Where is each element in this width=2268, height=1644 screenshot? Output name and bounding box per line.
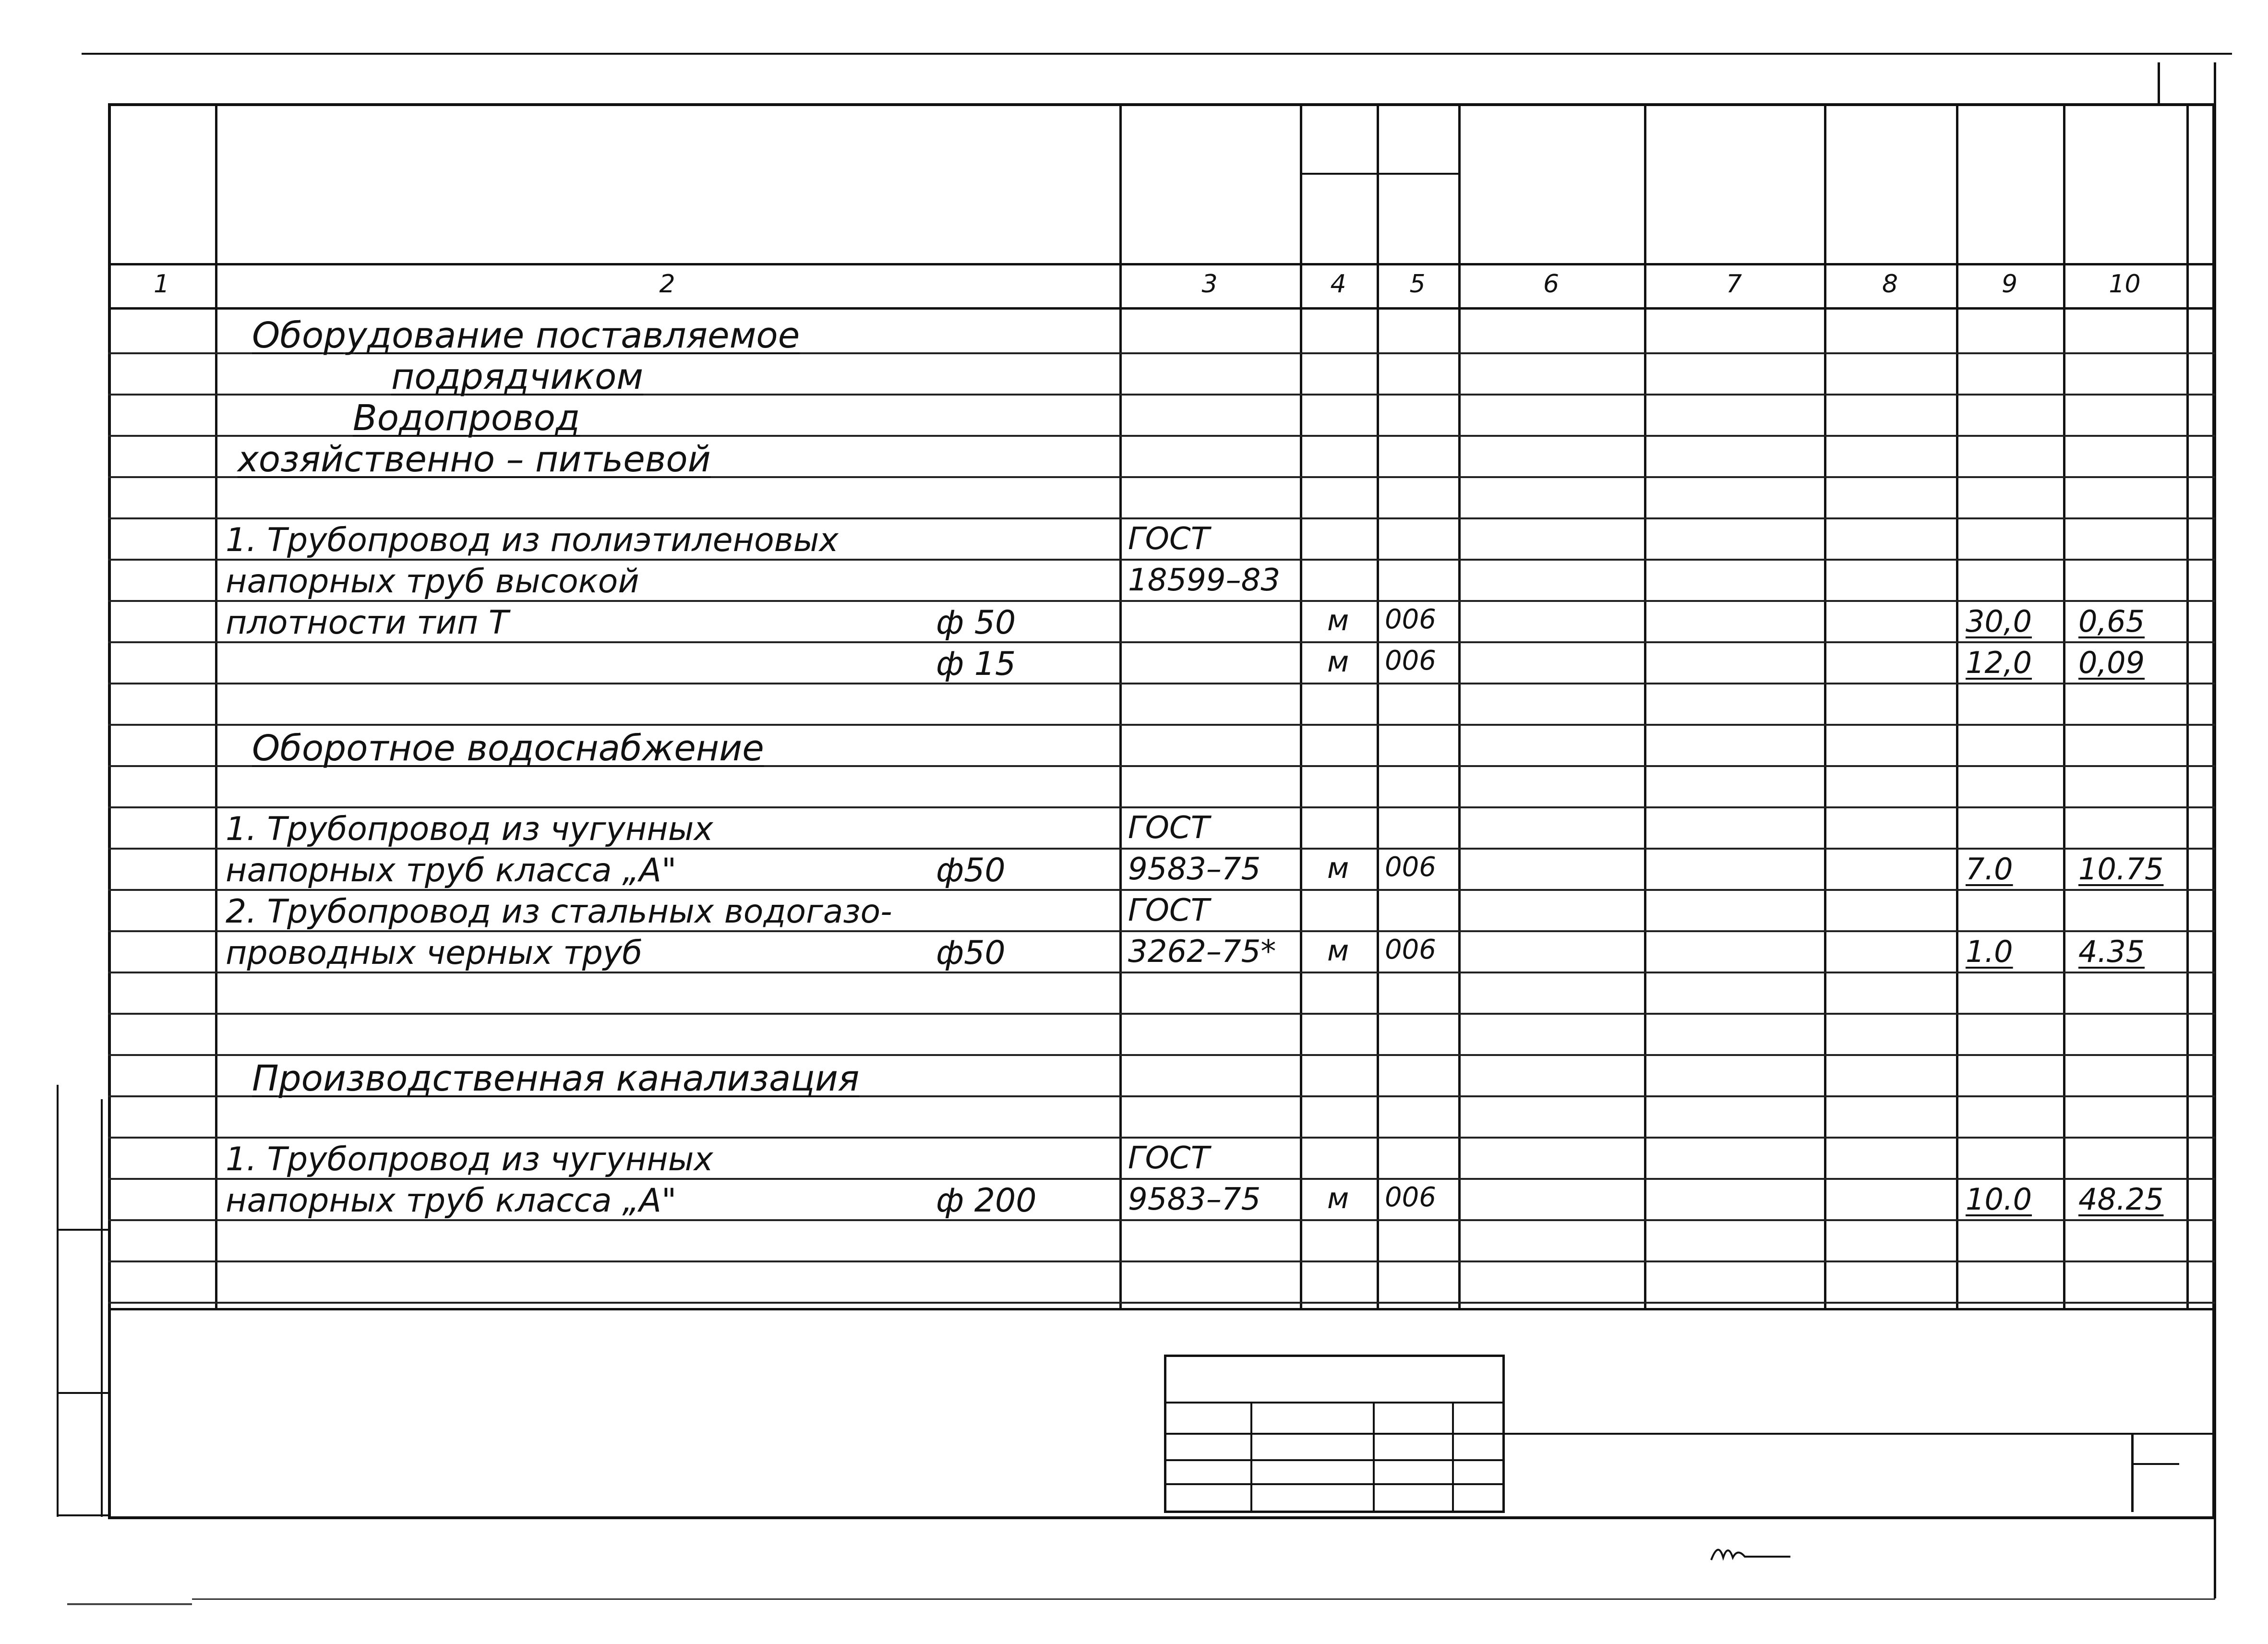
- item-unit: м: [1327, 645, 1349, 679]
- sheet-corner-box: [2158, 62, 2215, 106]
- table-bottom-line: [108, 1308, 2215, 1310]
- item-dimension: ф 15: [936, 645, 1016, 683]
- section-title: Водопровод: [353, 397, 580, 439]
- item-unit: м: [1327, 1182, 1349, 1215]
- section-title: Оборотное водоснабжение: [252, 728, 764, 769]
- item-name: напорных труб класса „А": [226, 1182, 677, 1220]
- stamp-vline-3: [1452, 1402, 1454, 1512]
- item-code: 006: [1385, 852, 1436, 883]
- section-title: Оборудование поставляемое: [252, 315, 800, 356]
- unit-inner-line: [1377, 174, 1379, 1129]
- bottom-rule: [192, 1598, 2215, 1600]
- column-number: 5: [1409, 270, 1426, 299]
- item-unit: м: [1327, 604, 1349, 637]
- stamp-right-line: [1505, 1433, 2215, 1435]
- binding-strip-mark2: [57, 1229, 109, 1231]
- column-number: 9: [2001, 270, 2018, 299]
- column-number: 2: [659, 270, 675, 299]
- row-line: [108, 806, 2215, 808]
- header-bottom-line: [108, 263, 2215, 265]
- item-name: 1. Трубопровод из полиэтиленовых: [226, 521, 839, 559]
- stamp-vline-2: [1373, 1402, 1375, 1512]
- column-number: 1: [153, 270, 170, 299]
- item-type: 18599–83: [1128, 563, 1281, 598]
- row-line: [108, 1302, 2215, 1304]
- right-border: [2214, 62, 2216, 1598]
- column-number: 3: [1201, 270, 1218, 299]
- item-mass: 0,09: [2078, 645, 2145, 680]
- colnum-bottom-line: [108, 307, 2215, 310]
- row-line: [108, 1260, 2215, 1262]
- row-line: [108, 1137, 2215, 1139]
- item-code: 006: [1385, 604, 1436, 635]
- item-type: ГОСТ: [1128, 810, 1210, 846]
- stamp-sheet-split: [2131, 1463, 2179, 1465]
- item-type: 3262–75*: [1128, 934, 1276, 970]
- unit-split-line: [1301, 173, 1459, 175]
- binding-strip-inner: [101, 1099, 103, 1517]
- binding-strip-mark1: [57, 1392, 109, 1394]
- item-quantity: 1.0: [1966, 934, 2013, 969]
- stamp-vline-1: [1250, 1402, 1252, 1512]
- item-name: 1. Трубопровод из чугунных: [226, 1140, 713, 1178]
- item-unit: м: [1327, 934, 1349, 968]
- item-dimension: ф 50: [936, 604, 1016, 642]
- binding-strip-bottom: [57, 1514, 109, 1516]
- row-line: [108, 1054, 2215, 1056]
- item-code: 006: [1385, 645, 1436, 676]
- section-title: Производственная канализация: [252, 1058, 860, 1099]
- item-type: ГОСТ: [1128, 893, 1210, 928]
- item-dimension: ф50: [936, 934, 1006, 972]
- item-mass: 0,65: [2078, 604, 2145, 639]
- item-type: 9583–75: [1128, 1182, 1261, 1217]
- column-number: 4: [1330, 270, 1346, 299]
- item-name: проводных черных труб: [226, 934, 643, 972]
- item-quantity: 10.0: [1966, 1182, 2032, 1217]
- item-dimension: ф50: [936, 852, 1006, 889]
- item-unit: м: [1327, 852, 1349, 885]
- item-mass: 48.25: [2078, 1182, 2164, 1217]
- item-type: 9583–75: [1128, 852, 1261, 887]
- item-type: ГОСТ: [1128, 521, 1210, 557]
- item-name: плотности тип Т: [226, 604, 509, 642]
- row-line: [108, 517, 2215, 519]
- row-line: [108, 683, 2215, 684]
- item-name: напорных труб высокой: [226, 563, 639, 600]
- row-line: [108, 1013, 2215, 1015]
- section-title: хозяйственно – питьевой: [238, 439, 711, 480]
- column-number: 6: [1543, 270, 1560, 299]
- binding-strip-outer: [57, 1085, 59, 1517]
- column-number: 10: [2109, 270, 2141, 299]
- column-line: [2186, 103, 2189, 1308]
- lower-frame-left: [108, 1308, 110, 1519]
- row-line: [108, 724, 2215, 726]
- item-mass: 10.75: [2078, 852, 2164, 887]
- item-name: 2. Трубопровод из стальных водогазо-: [226, 893, 892, 931]
- bottom-scratch-left: [67, 1603, 192, 1605]
- item-quantity: 30,0: [1966, 604, 2032, 639]
- item-name: напорных труб класса „А": [226, 852, 677, 889]
- column-number: 7: [1726, 270, 1742, 299]
- item-name: 1. Трубопровод из чугунных: [226, 810, 713, 848]
- item-quantity: 12,0: [1966, 645, 2032, 680]
- column-number: 8: [1882, 270, 1898, 299]
- section-title: подрядчиком: [391, 356, 644, 397]
- item-quantity: 7.0: [1966, 852, 2013, 887]
- top-rule: [82, 53, 2232, 55]
- item-code: 006: [1385, 1182, 1436, 1213]
- item-code: 006: [1385, 934, 1436, 965]
- item-mass: 4.35: [2078, 934, 2145, 969]
- item-type: ГОСТ: [1128, 1140, 1210, 1176]
- stamp-sheet-box: [2131, 1433, 2179, 1512]
- copier-signature: [1709, 1538, 1795, 1569]
- item-dimension: ф 200: [936, 1182, 1037, 1220]
